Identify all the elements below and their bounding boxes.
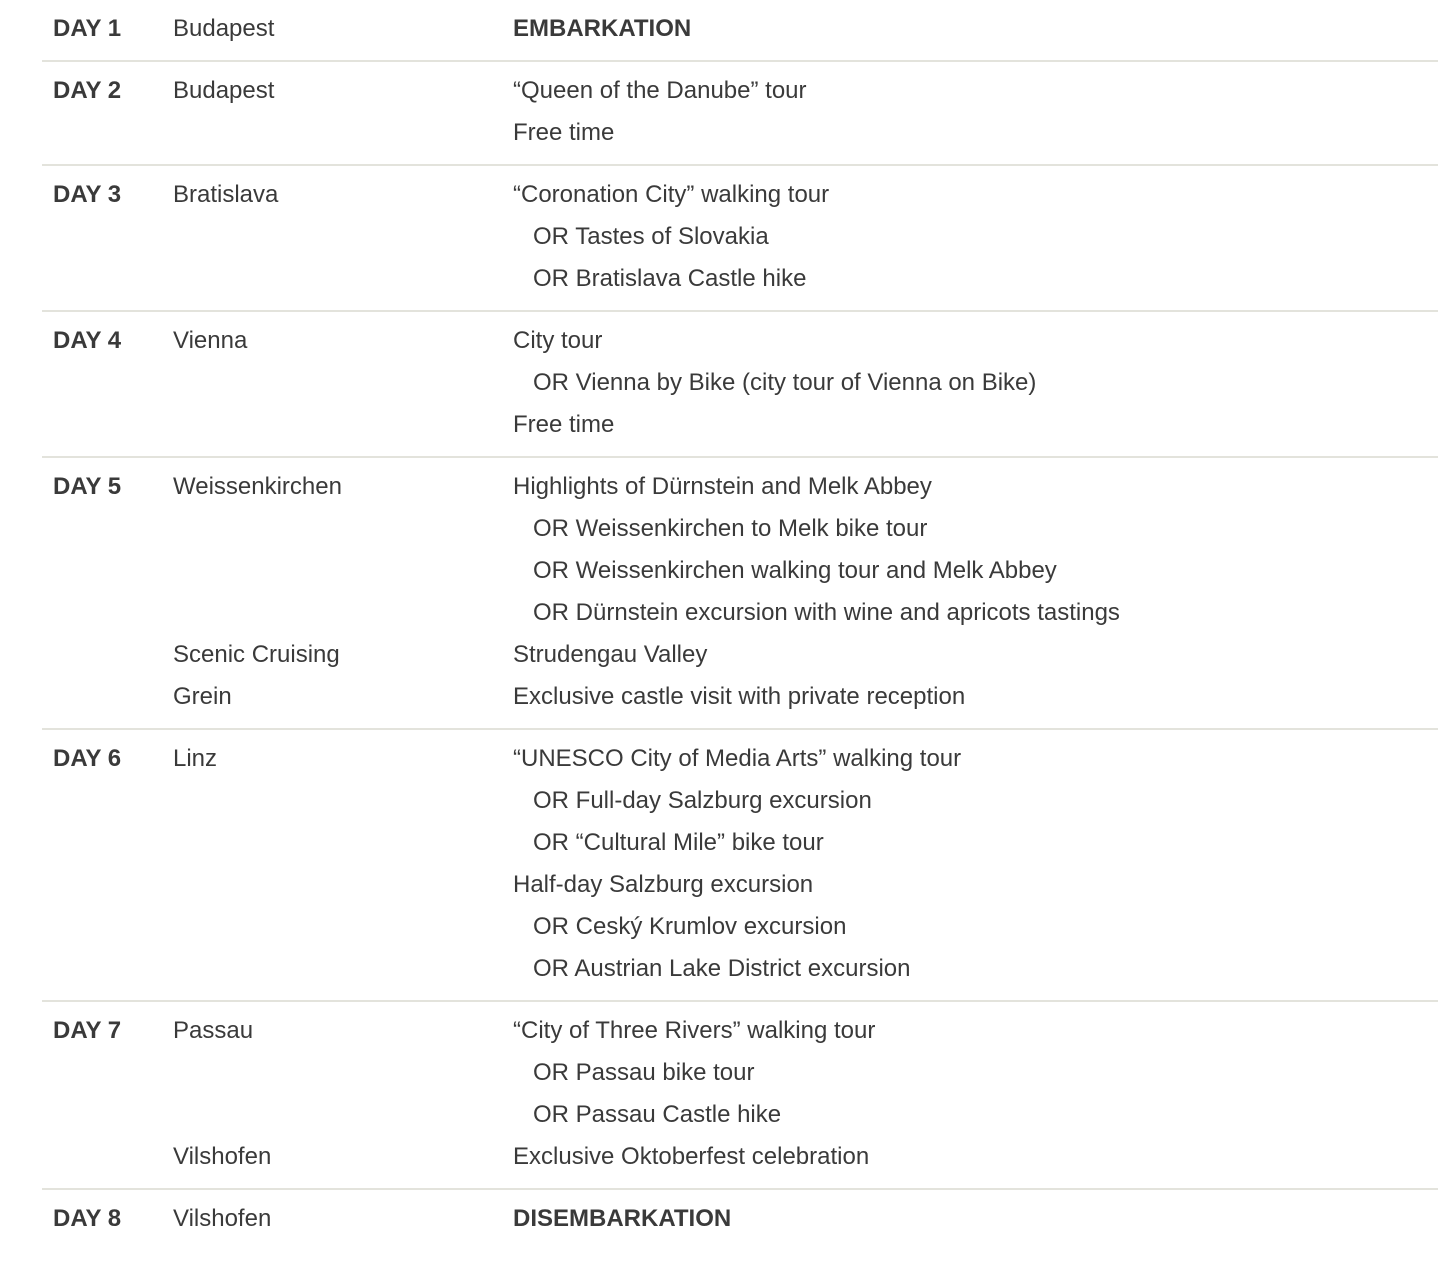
itinerary-day-row (42, 312, 1438, 458)
day-label: DAY 7 (53, 1017, 122, 1044)
itinerary-line (42, 258, 1438, 300)
activity: Strudengau Valley (513, 641, 708, 668)
activity: Exclusive castle visit with private reception (513, 683, 966, 710)
activity: DISEMBARKATION (513, 1205, 732, 1232)
itinerary-line (42, 70, 1438, 112)
activity-option: OR Bratislava Castle hike (533, 265, 807, 292)
itinerary-line (42, 550, 1438, 592)
activity-option: OR Weissenkirchen walking tour and Melk Abbey (533, 557, 1057, 584)
place-name: Scenic Cruising (173, 641, 340, 668)
activity-option: OR Passau bike tour (533, 1059, 755, 1086)
activity-option: OR Vienna by Bike (city tour of Vienna on Bike) (533, 369, 1037, 396)
itinerary-line (42, 1094, 1438, 1136)
activity: Exclusive Oktoberfest celebration (513, 1143, 870, 1170)
itinerary-day-row (42, 1002, 1438, 1190)
place-name: Passau (173, 1017, 254, 1044)
day-label: DAY 4 (53, 327, 122, 354)
day-label: DAY 2 (53, 77, 122, 104)
itinerary-line (42, 1136, 1438, 1178)
itinerary-line (42, 112, 1438, 154)
itinerary-line (42, 634, 1438, 676)
activity-option: OR Austrian Lake District excursion (533, 955, 911, 982)
itinerary-line (42, 864, 1438, 906)
activity-option: OR Dürnstein excursion with wine and apricots tastings (533, 599, 1120, 626)
itinerary-line (42, 948, 1438, 990)
activity: Half-day Salzburg excursion (513, 871, 814, 898)
place-name: Weissenkirchen (173, 473, 342, 500)
activity: Free time (513, 119, 615, 146)
day-label: DAY 6 (53, 745, 122, 772)
itinerary-day-row (42, 730, 1438, 1002)
activity: Free time (513, 411, 615, 438)
activity: EMBARKATION (513, 15, 692, 42)
activity: “UNESCO City of Media Arts” walking tour (513, 745, 962, 772)
activity: City tour (513, 327, 603, 354)
day-label: DAY 5 (53, 473, 122, 500)
day-label: DAY 8 (53, 1205, 122, 1232)
itinerary-day-row (42, 0, 1438, 62)
itinerary-line (42, 174, 1438, 216)
itinerary-line (42, 8, 1438, 50)
itinerary-line (42, 676, 1438, 718)
activity: “Coronation City” walking tour (513, 181, 830, 208)
day-label: DAY 3 (53, 181, 122, 208)
itinerary-line (42, 1198, 1438, 1240)
place-name: Bratislava (173, 181, 279, 208)
itinerary-line (42, 822, 1438, 864)
itinerary-line (42, 780, 1438, 822)
place-name: Vilshofen (173, 1205, 272, 1232)
activity-option: OR Tastes of Slovakia (533, 223, 769, 250)
itinerary-line (42, 320, 1438, 362)
activity: “Queen of the Danube” tour (513, 77, 807, 104)
day-label: DAY 1 (53, 15, 122, 42)
itinerary-day-row (42, 458, 1438, 730)
activity-option: OR Ceský Krumlov excursion (533, 913, 847, 940)
itinerary-line (42, 1052, 1438, 1094)
activity-option: OR Full-day Salzburg excursion (533, 787, 872, 814)
activity-option: OR “Cultural Mile” bike tour (533, 829, 824, 856)
itinerary-line (42, 216, 1438, 258)
itinerary-line (42, 592, 1438, 634)
itinerary-line (42, 466, 1438, 508)
itinerary-day-row (42, 166, 1438, 312)
place-name: Vienna (173, 327, 248, 354)
itinerary-line (42, 906, 1438, 948)
activity: Highlights of Dürnstein and Melk Abbey (513, 473, 932, 500)
activity-option: OR Weissenkirchen to Melk bike tour (533, 515, 928, 542)
itinerary-day-row (42, 62, 1438, 166)
itinerary-line (42, 738, 1438, 780)
place-name: Vilshofen (173, 1143, 272, 1170)
itinerary-line (42, 362, 1438, 404)
activity: “City of Three Rivers” walking tour (513, 1017, 876, 1044)
place-name: Budapest (173, 77, 275, 104)
itinerary-line (42, 404, 1438, 446)
itinerary-table (42, 0, 1438, 1250)
itinerary-line (42, 508, 1438, 550)
activity-option: OR Passau Castle hike (533, 1101, 782, 1128)
place-name: Budapest (173, 15, 275, 42)
place-name: Linz (173, 745, 218, 772)
itinerary-day-row (42, 1190, 1438, 1250)
itinerary-line (42, 1010, 1438, 1052)
place-name: Grein (173, 683, 232, 710)
